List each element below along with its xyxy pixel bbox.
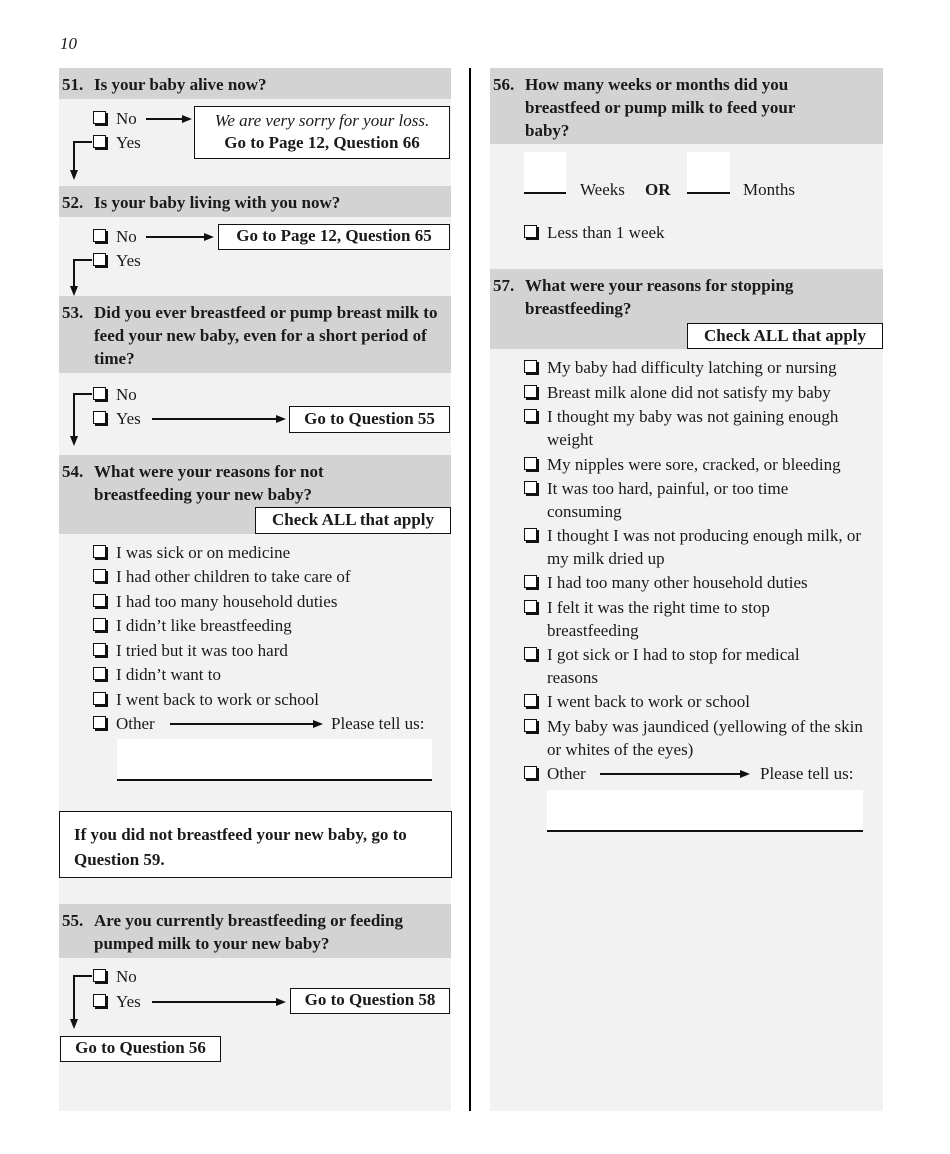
q51-option-no[interactable]: No xyxy=(93,107,137,130)
q57-option[interactable]: My nipples were sore, cracked, or bleeding xyxy=(524,453,841,476)
q51-option-yes[interactable]: Yes xyxy=(93,131,141,154)
arrow-right-icon xyxy=(740,770,750,778)
q57-option[interactable]: My baby was jaundiced (yellowing of the skin or whites of the eyes) xyxy=(524,715,874,761)
question-text: Did you ever breastfeed or pump breast milk to feed your new baby, even for a short period of time? xyxy=(94,303,438,368)
checkbox[interactable] xyxy=(93,111,106,124)
checkbox[interactable] xyxy=(93,716,106,729)
please-tell-us-label: Please tell us: xyxy=(331,714,425,733)
q57-option[interactable]: I thought I was not producing enough milk, or my milk dried up xyxy=(524,524,882,570)
question-number: 53. xyxy=(62,303,84,322)
months-input[interactable] xyxy=(687,152,730,194)
question-57-header xyxy=(490,269,883,349)
q54-option-other[interactable]: Other xyxy=(93,712,155,735)
checkbox[interactable] xyxy=(524,647,537,660)
question-53-header xyxy=(59,296,451,373)
q54-option[interactable]: I didn’t like breastfeeding xyxy=(93,614,292,637)
q52-option-no[interactable]: No xyxy=(93,225,137,248)
question-text: How many weeks or months did you breastfeed or pump milk to feed your baby? xyxy=(525,75,796,140)
question-number: 52. xyxy=(62,193,84,212)
q52-option-yes[interactable]: Yes xyxy=(93,249,141,272)
checkbox[interactable] xyxy=(524,225,537,238)
flow-line xyxy=(74,975,92,977)
checkbox[interactable] xyxy=(524,360,537,373)
checkbox[interactable] xyxy=(93,594,106,607)
skip-instruction: Go to Page 12, Question 66 xyxy=(224,133,420,152)
q55-option-no[interactable]: No xyxy=(93,965,137,988)
question-number: 56. xyxy=(493,75,515,94)
q57-option[interactable]: I thought my baby was not gaining enough weight xyxy=(524,405,879,451)
flow-line xyxy=(73,141,75,171)
sorry-message: We are very sorry for your loss. xyxy=(214,111,430,130)
flow-line xyxy=(74,393,92,395)
q53-option-no[interactable]: No xyxy=(93,383,137,406)
checkbox[interactable] xyxy=(93,411,106,424)
checkbox[interactable] xyxy=(93,387,106,400)
flow-line xyxy=(74,259,92,261)
checkbox[interactable] xyxy=(524,457,537,470)
question-number: 51. xyxy=(62,75,84,94)
arrow-down-icon xyxy=(70,170,78,180)
flow-line xyxy=(73,259,75,287)
q57-option[interactable]: I went back to work or school xyxy=(524,690,750,713)
q54-option[interactable]: I had other children to take care of xyxy=(93,565,351,588)
other-arrow-line xyxy=(600,773,742,775)
skip-arrow-line xyxy=(146,236,206,238)
q51-skip-box xyxy=(194,106,450,159)
skip-arrow-line xyxy=(152,418,278,420)
question-number: 54. xyxy=(62,462,84,481)
question-text: Is your baby living with you now? xyxy=(94,193,341,212)
question-text: Are you currently breastfeeding or feeding pumped milk to your new baby? xyxy=(94,911,403,953)
checkbox[interactable] xyxy=(524,766,537,779)
checkbox[interactable] xyxy=(524,409,537,422)
column-divider xyxy=(469,68,471,1111)
q52-skip-box: Go to Page 12, Question 65 xyxy=(218,224,450,250)
check-all-instruction: Check ALL that apply xyxy=(687,323,883,349)
question-number: 55. xyxy=(62,911,84,930)
checkbox[interactable] xyxy=(93,545,106,558)
checkbox[interactable] xyxy=(93,994,106,1007)
other-arrow-line xyxy=(170,723,315,725)
checkbox[interactable] xyxy=(524,694,537,707)
question-text: Is your baby alive now? xyxy=(94,75,267,94)
arrow-right-icon xyxy=(182,115,192,123)
skip-arrow-line xyxy=(152,1001,278,1003)
checkbox[interactable] xyxy=(93,643,106,656)
checkbox[interactable] xyxy=(524,528,537,541)
checkbox[interactable] xyxy=(93,135,106,148)
q57-option[interactable]: It was too hard, painful, or too time consuming xyxy=(524,477,844,523)
q54-option[interactable]: I went back to work or school xyxy=(93,688,319,711)
arrow-down-icon xyxy=(70,286,78,296)
weeks-input[interactable] xyxy=(524,152,566,194)
checkbox[interactable] xyxy=(93,229,106,242)
q54-option[interactable]: I didn’t want to xyxy=(93,663,221,686)
q54-option[interactable]: I had too many household duties xyxy=(93,590,337,613)
question-52-header xyxy=(59,186,451,217)
q57-option-other[interactable]: Other xyxy=(524,762,586,785)
question-text: What were your reasons for stopping breastfeeding? xyxy=(525,276,794,318)
flow-line xyxy=(73,393,75,437)
q57-option[interactable]: My baby had difficulty latching or nursing xyxy=(524,356,837,379)
arrow-down-icon xyxy=(70,1019,78,1029)
months-label: Months xyxy=(743,180,795,199)
q57-other-input[interactable] xyxy=(547,790,863,832)
checkbox[interactable] xyxy=(93,692,106,705)
checkbox[interactable] xyxy=(524,385,537,398)
q54-option[interactable]: I tried but it was too hard xyxy=(93,639,288,662)
question-55-header xyxy=(59,904,451,958)
question-56-header xyxy=(490,68,883,144)
q53-skip-box: Go to Question 55 xyxy=(289,406,450,433)
q55-option-yes[interactable]: Yes xyxy=(93,990,141,1013)
q57-option[interactable]: Breast milk alone did not satisfy my baby xyxy=(524,381,831,404)
checkbox[interactable] xyxy=(524,719,537,732)
weeks-label: Weeks xyxy=(580,180,625,199)
q57-option[interactable]: I felt it was the right time to stop breastfeeding xyxy=(524,596,824,642)
page-number: 10 xyxy=(60,34,77,53)
checkbox[interactable] xyxy=(93,667,106,680)
arrow-right-icon xyxy=(276,998,286,1006)
q53-option-yes[interactable]: Yes xyxy=(93,407,141,430)
q55-no-skip-box: Go to Question 56 xyxy=(60,1036,221,1062)
arrow-down-icon xyxy=(70,436,78,446)
flow-line xyxy=(74,141,92,143)
checkbox[interactable] xyxy=(93,969,106,982)
q54-other-input[interactable] xyxy=(117,739,432,781)
q54-option[interactable]: I was sick or on medicine xyxy=(93,541,290,564)
arrow-right-icon xyxy=(204,233,214,241)
q57-option[interactable]: I had too many other household duties xyxy=(524,571,808,594)
question-text: What were your reasons for not breastfeeding your new baby? xyxy=(94,462,324,504)
question-51-header xyxy=(59,68,451,99)
q57-option[interactable]: I got sick or I had to stop for medical reasons xyxy=(524,643,844,689)
checkbox[interactable] xyxy=(524,575,537,588)
flow-line xyxy=(73,975,75,1020)
skip-arrow-line xyxy=(146,118,184,120)
skip-note-box: If you did not breastfeed your new baby, go to Question 59. xyxy=(59,811,452,878)
question-number: 57. xyxy=(493,276,515,295)
checkbox[interactable] xyxy=(524,600,537,613)
arrow-right-icon xyxy=(276,415,286,423)
checkbox[interactable] xyxy=(93,569,106,582)
q56-option-less-than-week[interactable]: Less than 1 week xyxy=(524,221,665,244)
checkbox[interactable] xyxy=(524,481,537,494)
q55-yes-skip-box: Go to Question 58 xyxy=(290,988,450,1014)
checkbox[interactable] xyxy=(93,253,106,266)
check-all-instruction: Check ALL that apply xyxy=(255,507,451,534)
arrow-right-icon xyxy=(313,720,323,728)
question-54-header xyxy=(59,455,451,534)
or-label: OR xyxy=(645,180,671,199)
checkbox[interactable] xyxy=(93,618,106,631)
please-tell-us-label: Please tell us: xyxy=(760,764,854,783)
